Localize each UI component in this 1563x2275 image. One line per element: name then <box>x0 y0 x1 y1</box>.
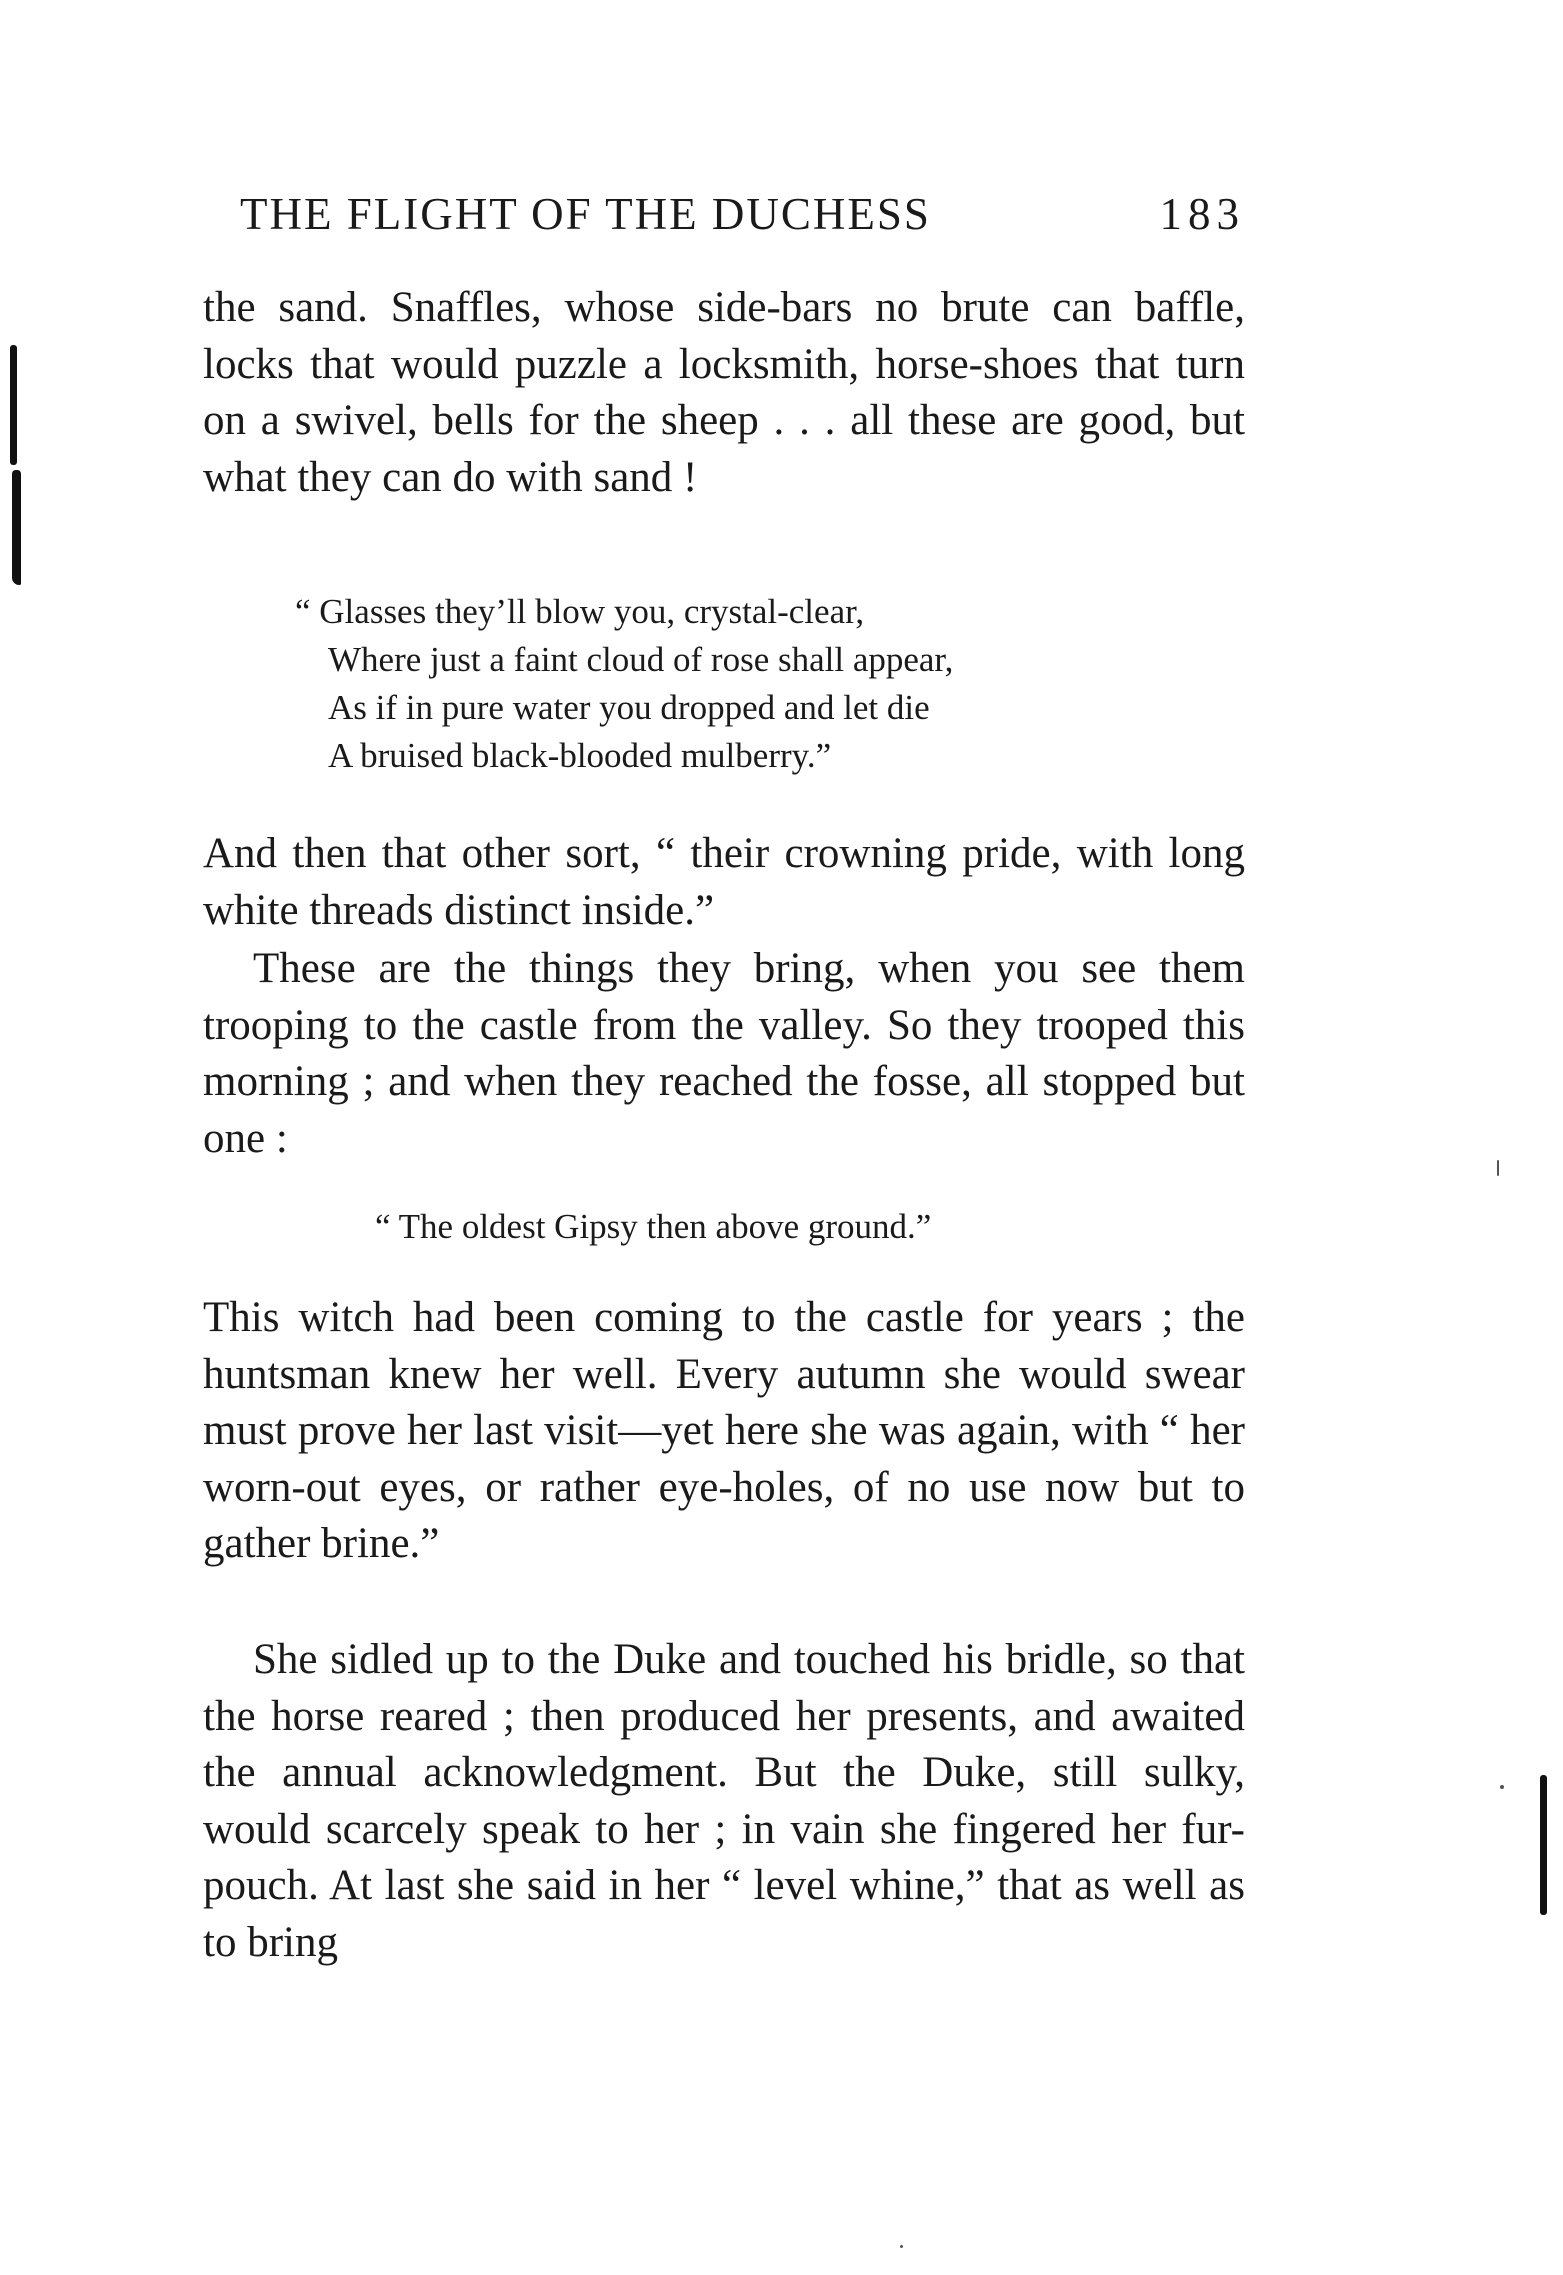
paper-speck <box>900 2245 903 2248</box>
page-number: 183 <box>1159 189 1245 239</box>
margin-ink-mark <box>10 345 17 465</box>
margin-ink-mark <box>1540 1775 1547 1915</box>
paper-speck <box>1500 1785 1504 1789</box>
paragraph-opening <box>203 280 1245 506</box>
paragraph-text: These are the things they bring, when you see them trooping to the castle from the valley. So they trooped this morning ; and when they reached the fosse, all stopped but one : <box>203 945 1245 1162</box>
verse-quotation-gipsy <box>375 1203 931 1251</box>
verse-line: “ The oldest Gipsy then above ground.” <box>375 1207 932 1246</box>
running-head <box>240 188 1245 248</box>
verse-line: “ Glasses they’ll blow you, crystal-clear, <box>295 592 865 631</box>
paragraph-duke <box>203 1632 1245 1971</box>
verse-line: As if in pure water you dropped and let die <box>328 688 930 727</box>
paper-speck <box>1497 1160 1499 1176</box>
verse-line: Where just a faint cloud of rose shall appear, <box>328 640 954 679</box>
paragraph-crowning-pride <box>203 826 1245 939</box>
paragraph-trooping <box>203 941 1245 1167</box>
paragraph-text: This witch had been coming to the castle for years ; the huntsman knew her well. Every autumn she would swear must prove her last visit—yet here she was again, with “ her worn-out eyes, or rather eye-holes, of no use now but to gather brine.” <box>203 1294 1245 1567</box>
paragraph-text: She sidled up to the Duke and touched his bridle, so that the horse reared ; then produced her presents, and awaited the annual acknowledgment. But the Duke, still sulky, would scarcely speak to her ; in vain she fingered her fur-pouch. At last she said in her “ level whine,” that as well as to bring <box>203 1636 1245 1966</box>
paragraph-text: And then that other sort, “ their crowning pride, with long white threads distinct inside.” <box>203 830 1245 934</box>
paragraph-text: the sand. Snaffles, whose side-bars no brute can baffle, locks that would puzzle a locksmith, horse-shoes that turn on a swivel, bells for the sheep . . . all these are good, but what they can do with sand ! <box>203 284 1245 501</box>
paragraph-witch <box>203 1290 1245 1573</box>
verse-line: A bruised black-blooded mulberry.” <box>328 736 832 775</box>
running-head-title: THE FLIGHT OF THE DUCHESS <box>240 189 931 239</box>
verse-quotation-glasses <box>295 588 953 780</box>
margin-ink-mark <box>12 470 21 585</box>
